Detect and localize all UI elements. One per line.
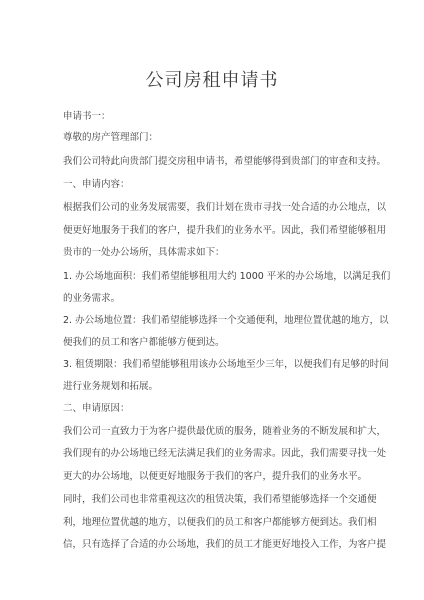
paragraph-line: 根据我们公司的业务发展需要，我们计划在贵市寻找一处合适的办公地点，以 [63, 202, 387, 213]
paragraph-line: 信，只有选择了合适的办公场地，我们的员工才能更好地投入工作，为客户提 [63, 539, 387, 550]
section-heading-reason: 二、申请原因： [63, 403, 130, 414]
list-item-term: 3. 租赁期限：我们希望能够租用该办公场地至少三年，以便我们有足够的时间 [63, 359, 389, 370]
list-item-location-cont: 便我们的员工和客户都能够方便到达。 [63, 337, 225, 348]
list-item-location: 2. 办公场地位置：我们希望能够选择一个交通便利，地理位置优越的地方，以 [63, 315, 389, 326]
list-item-term-cont: 进行业务规划和拓展。 [63, 381, 159, 392]
salutation-heading: 申请书一： [63, 111, 111, 122]
paragraph-line: 便更好地服务于我们的客户，提升我们的业务水平。因此，我们希望能够租用 [63, 225, 387, 236]
list-item-area-cont: 的业务需求。 [63, 293, 121, 304]
paragraph-line: 我们公司一直致力于为客户提供最优质的服务，随着业务的不断发展和扩大， [63, 426, 387, 437]
paragraph-line: 更大的办公场地，以便更好地服务于我们的客户，提升我们的业务水平。 [63, 471, 368, 482]
paragraph-line: 我们现有的办公场地已经无法满足我们的业务需求。因此，我们需要寻找一处 [63, 448, 387, 459]
document-title: 公司房租申请书 [145, 70, 279, 91]
paragraph-line: 同时，我们公司也非常重视这次的租赁决策，我们希望能够选择一个交通便 [63, 494, 377, 505]
recipient-line: 尊敬的房产管理部门： [63, 132, 159, 143]
list-item-area: 1. 办公场地面积：我们希望能够租用大约 1000 平米的办公场地，以满足我们 [63, 271, 391, 282]
paragraph-line: 利，地理位置优越的地方，以便我们的员工和客户都能够方便到达。我们相 [63, 517, 377, 528]
paragraph-line: 贵市的一处办公场所，具体需求如下： [63, 247, 225, 258]
section-heading-content: 一、申请内容： [63, 179, 130, 190]
intro-paragraph: 我们公司特此向贵部门提交房租申请书，希望能够得到贵部门的审查和支持。 [63, 156, 387, 167]
